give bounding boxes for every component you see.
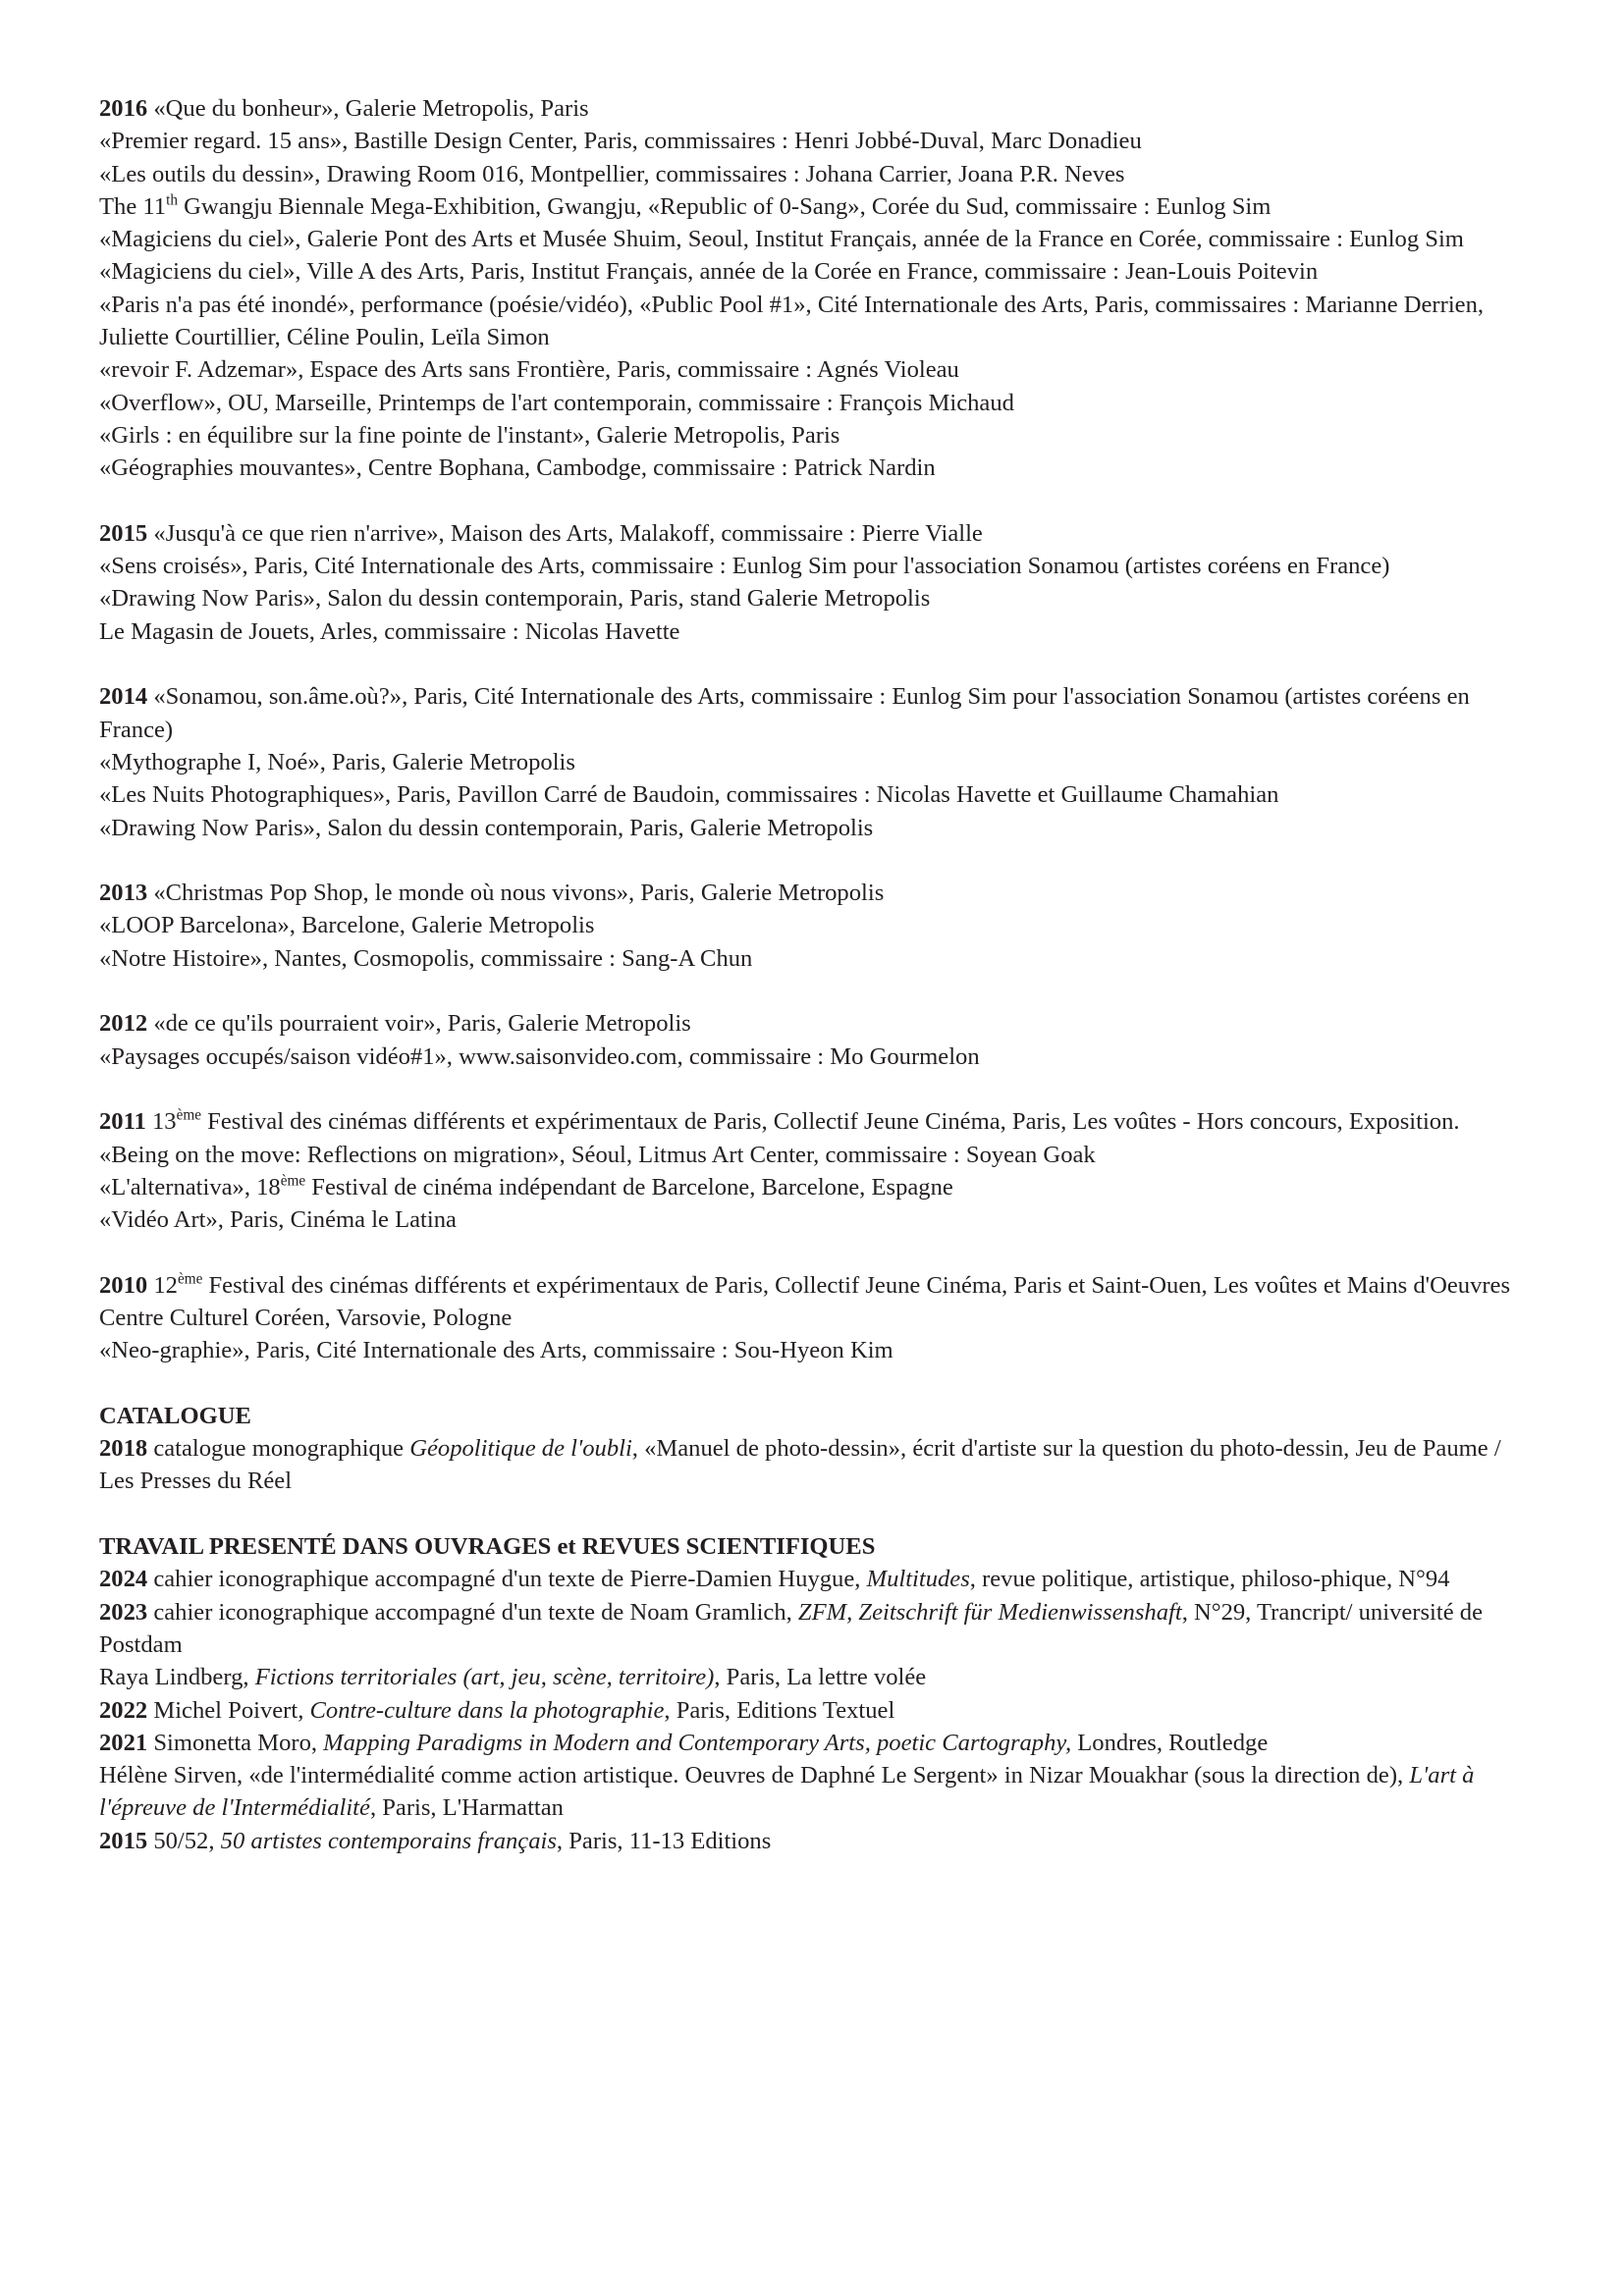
entry-text: «Overflow», OU, Marseille, Printemps de l'art contemporain, commissaire : François Michaud bbox=[99, 389, 1014, 416]
ordinal-suffix: th bbox=[166, 191, 178, 209]
section-group bbox=[99, 1269, 1533, 1367]
work-title: Géopolitique de l'oubli bbox=[409, 1435, 632, 1463]
entry-line bbox=[99, 255, 1533, 288]
entry-year: 2018 bbox=[99, 1435, 148, 1463]
entry-text: , Paris, La lettre volée bbox=[714, 1664, 927, 1691]
work-title: 50 artistes contemporains français bbox=[220, 1827, 557, 1854]
entry-line bbox=[99, 778, 1533, 811]
ordinal-suffix: ème bbox=[177, 1270, 203, 1288]
section-heading: TRAVAIL PRESENTÉ DANS OUVRAGES et REVUES SCIENTIFIQUES bbox=[99, 1533, 876, 1561]
entry-text: «Géographies mouvantes», Centre Bophana, Cambodge, commissaire : Patrick Nardin bbox=[99, 454, 936, 482]
entry-text: , revue politique, artistique, philoso-phique, N°94 bbox=[969, 1566, 1450, 1593]
entry-text: «Magiciens du ciel», Galerie Pont des Arts et Musée Shuim, Seoul, Institut Français, année de la France en Corée, commissaire : Eunlog Sim bbox=[99, 226, 1464, 253]
entry-text: «Les Nuits Photographiques», Paris, Pavillon Carré de Baudoin, commissaires : Nicolas Havette et Guillaume Chamahian bbox=[99, 781, 1279, 809]
entry-line bbox=[99, 1007, 1533, 1040]
entry-line bbox=[99, 746, 1533, 778]
entry-line bbox=[99, 158, 1533, 190]
entry-line bbox=[99, 680, 1533, 746]
entry-year: 2015 bbox=[99, 1827, 148, 1854]
section-heading: CATALOGUE bbox=[99, 1402, 251, 1429]
entry-text: Gwangju Biennale Mega-Exhibition, Gwangju, «Republic of 0-Sang», Corée du Sud, commissaire : Eunlog Sim bbox=[177, 192, 1272, 220]
entry-line bbox=[99, 1171, 1533, 1203]
entry-text: «Mythographe I, Noé», Paris, Galerie Metropolis bbox=[99, 748, 575, 775]
entry-text: «Drawing Now Paris», Salon du dessin contemporain, Paris, stand Galerie Metropolis bbox=[99, 585, 931, 613]
entry-line bbox=[99, 289, 1533, 354]
entry-line bbox=[99, 615, 1533, 648]
entry-text: , Paris, L'Harmattan bbox=[369, 1794, 564, 1822]
entry-line bbox=[99, 1269, 1533, 1302]
entry-line bbox=[99, 1139, 1533, 1171]
entry-line bbox=[99, 419, 1533, 452]
entry-text: «Premier regard. 15 ans», Bastille Design Center, Paris, commissaires : Henri Jobbé-Duval, Marc Donadieu bbox=[99, 128, 1142, 155]
entry-text: «Notre Histoire», Nantes, Cosmopolis, commissaire : Sang-A Chun bbox=[99, 944, 753, 972]
entry-text: , Paris, Editions Textuel bbox=[664, 1696, 895, 1724]
entry-text: Hélène Sirven, «de l'intermédialité comme action artistique. Oeuvres de Daphné Le Sergent» in Nizar Mouakhar (sous la direction de), bbox=[99, 1762, 1410, 1789]
entry-line bbox=[99, 190, 1533, 223]
entry-text: «Sens croisés», Paris, Cité Internationale des Arts, commissaire : Eunlog Sim pour l'association Sonamou (artistes coréens en France) bbox=[99, 553, 1390, 580]
entry-text: «Magiciens du ciel», Ville A des Arts, Paris, Institut Français, année de la Corée en France, commissaire : Jean-Louis Poitevin bbox=[99, 258, 1319, 286]
entry-text: «Que du bonheur», Galerie Metropolis, Paris bbox=[147, 95, 589, 122]
entry-line bbox=[99, 1041, 1533, 1073]
work-title: Fictions territoriales (art, jeu, scène, territoire) bbox=[254, 1664, 715, 1691]
entry-text: Centre Culturel Coréen, Varsovie, Pologne bbox=[99, 1304, 513, 1331]
entry-year: 2016 bbox=[99, 95, 148, 122]
entry-line bbox=[99, 1759, 1533, 1825]
entry-year: 2013 bbox=[99, 880, 148, 907]
entry-text: «de ce qu'ils pourraient voir», Paris, Galerie Metropolis bbox=[147, 1010, 691, 1038]
work-title: Contre-culture dans la photographie bbox=[309, 1696, 665, 1724]
entry-line bbox=[99, 1563, 1533, 1595]
entry-text: , N°29, Trancript/ université de Postdam bbox=[99, 1598, 1483, 1658]
work-title: Multitudes bbox=[866, 1566, 970, 1593]
entry-text: «Paysages occupés/saison vidéo#1», www.saisonvideo.com, commissaire : Mo Gourmelon bbox=[99, 1042, 980, 1070]
entry-year: 2022 bbox=[99, 1696, 148, 1724]
entry-text: «LOOP Barcelona», Barcelone, Galerie Metropolis bbox=[99, 912, 595, 939]
entry-text: cahier iconographique accompagné d'un texte de Pierre-Damien Huygue, bbox=[147, 1566, 867, 1593]
entry-text: 12 bbox=[147, 1271, 178, 1299]
entry-year: 2012 bbox=[99, 1010, 148, 1038]
section-group bbox=[99, 680, 1533, 843]
entry-text: The 11 bbox=[99, 192, 167, 220]
entry-line bbox=[99, 1727, 1533, 1759]
entry-line bbox=[99, 517, 1533, 550]
entry-text: Festival des cinémas différents et expérimentaux de Paris, Collectif Jeune Cinéma, Paris, Les voûtes - Hors concours, Exposition. bbox=[201, 1108, 1460, 1136]
work-title: Mapping Paradigms in Modern and Contemporary Arts, poetic Cartography, bbox=[323, 1729, 1072, 1756]
entry-text: «Sonamou, son.âme.où?», Paris, Cité Internationale des Arts, commissaire : Eunlog Sim pour l'association Sonamou (artistes coréens en France) bbox=[99, 683, 1470, 743]
entry-text: Michel Poivert, bbox=[147, 1696, 310, 1724]
entry-text: «Paris n'a pas été inondé», performance (poésie/vidéo), «Public Pool #1», Cité Internationale des Arts, Paris, commissaires : Marianne Derrien, Juliette Courtillier, Céline Poulin, Leïla Simon bbox=[99, 291, 1485, 351]
entry-text: «Christmas Pop Shop, le monde où nous vivons», Paris, Galerie Metropolis bbox=[147, 880, 885, 907]
entry-line bbox=[99, 92, 1533, 125]
entry-text: , Paris, 11-13 Editions bbox=[556, 1827, 772, 1854]
entry-text: 13 bbox=[145, 1108, 177, 1136]
entry-line bbox=[99, 1694, 1533, 1727]
entry-text: «Vidéo Art», Paris, Cinéma le Latina bbox=[99, 1206, 457, 1234]
entry-year: 2024 bbox=[99, 1566, 148, 1593]
document-body bbox=[99, 92, 1533, 1890]
entry-text: «Jusqu'à ce que rien n'arrive», Maison des Arts, Malakoff, commissaire : Pierre Vialle bbox=[147, 519, 983, 547]
entry-line bbox=[99, 1105, 1533, 1138]
entry-line bbox=[99, 1825, 1533, 1857]
entry-line bbox=[99, 1203, 1533, 1236]
section-group bbox=[99, 1007, 1533, 1073]
entry-text: «L'alternativa», 18 bbox=[99, 1173, 281, 1201]
entry-line bbox=[99, 550, 1533, 582]
section-group bbox=[99, 1400, 1533, 1498]
entry-line bbox=[99, 452, 1533, 484]
entry-year: 2014 bbox=[99, 683, 148, 711]
entry-line bbox=[99, 909, 1533, 941]
section-group bbox=[99, 1105, 1533, 1236]
entry-year: 2011 bbox=[99, 1108, 146, 1136]
entry-line bbox=[99, 582, 1533, 614]
entry-line bbox=[99, 1302, 1533, 1334]
section-group bbox=[99, 877, 1533, 975]
entry-text: , «Manuel de photo-dessin», écrit d'artiste sur la question du photo-dessin, Jeu de Paume / Les Presses du Réel bbox=[99, 1435, 1501, 1495]
entry-text: «Being on the move: Reflections on migration», Séoul, Litmus Art Center, commissaire : Soyean Goak bbox=[99, 1141, 1096, 1168]
entry-text: Festival des cinémas différents et expérimentaux de Paris, Collectif Jeune Cinéma, Paris et Saint-Ouen, Les voûtes et Mains d'Oeuvres bbox=[202, 1271, 1511, 1299]
entry-text: «revoir F. Adzemar», Espace des Arts sans Frontière, Paris, commissaire : Agnés Violeau bbox=[99, 356, 959, 384]
work-title: L'art à l'épreuve de l'Intermédialité bbox=[99, 1762, 1475, 1822]
entry-line bbox=[99, 942, 1533, 975]
section-group bbox=[99, 517, 1533, 648]
entry-text: 50/52, bbox=[147, 1827, 221, 1854]
entry-year: 2010 bbox=[99, 1271, 148, 1299]
entry-line bbox=[99, 1530, 1533, 1563]
entry-text: cahier iconographique accompagné d'un texte de Noam Gramlich, bbox=[147, 1598, 798, 1626]
ordinal-suffix: ème bbox=[280, 1172, 306, 1190]
entry-line bbox=[99, 1400, 1533, 1432]
entry-text: «Drawing Now Paris», Salon du dessin contemporain, Paris, Galerie Metropolis bbox=[99, 814, 874, 841]
entry-year: 2021 bbox=[99, 1729, 148, 1756]
entry-text: Raya Lindberg, bbox=[99, 1664, 255, 1691]
entry-line bbox=[99, 125, 1533, 157]
entry-line bbox=[99, 1334, 1533, 1366]
entry-line bbox=[99, 877, 1533, 909]
entry-line bbox=[99, 1661, 1533, 1693]
entry-text: Simonetta Moro, bbox=[147, 1729, 324, 1756]
entry-year: 2023 bbox=[99, 1598, 148, 1626]
section-group bbox=[99, 92, 1533, 485]
entry-year: 2015 bbox=[99, 519, 148, 547]
ordinal-suffix: ème bbox=[176, 1106, 201, 1124]
entry-line bbox=[99, 1432, 1533, 1498]
entry-line bbox=[99, 812, 1533, 844]
entry-text: «Neo-graphie», Paris, Cité Internationale des Arts, commissaire : Sou-Hyeon Kim bbox=[99, 1337, 893, 1364]
entry-text: Londres, Routledge bbox=[1071, 1729, 1269, 1756]
entry-line bbox=[99, 353, 1533, 386]
entry-text: Le Magasin de Jouets, Arles, commissaire : Nicolas Havette bbox=[99, 617, 680, 645]
section-group bbox=[99, 1530, 1533, 1857]
entry-line bbox=[99, 1596, 1533, 1662]
entry-text: catalogue monographique bbox=[147, 1435, 410, 1463]
entry-line bbox=[99, 387, 1533, 419]
work-title: ZFM, Zeitschrift für Medienwissenshaft bbox=[797, 1598, 1182, 1626]
entry-text: «Girls : en équilibre sur la fine pointe de l'instant», Galerie Metropolis, Paris bbox=[99, 421, 840, 449]
entry-text: Festival de cinéma indépendant de Barcelone, Barcelone, Espagne bbox=[305, 1173, 953, 1201]
entry-text: «Les outils du dessin», Drawing Room 016, Montpellier, commissaires : Johana Carrier, Joana P.R. Neves bbox=[99, 160, 1125, 187]
entry-line bbox=[99, 223, 1533, 255]
